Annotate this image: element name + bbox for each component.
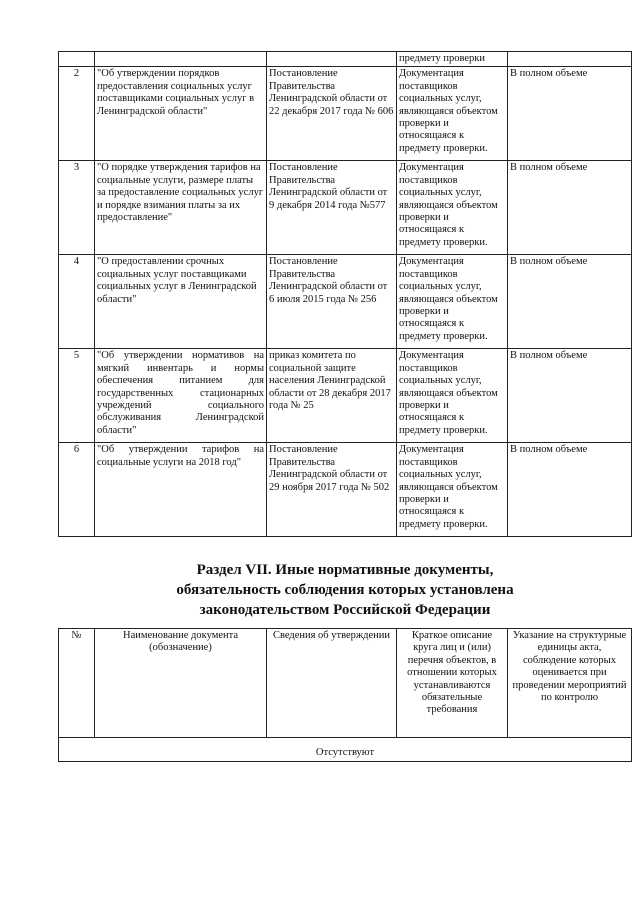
cell-num: 6 (59, 443, 95, 537)
empty-placeholder: Отсутствуют (59, 738, 632, 762)
table-row (59, 67, 632, 161)
cell-description: Документация поставщиков социальных услуг, являющаяся объектом проверки и относящаяся к предмету проверки. (397, 67, 508, 161)
table-row (59, 52, 632, 67)
cell-num: 3 (59, 161, 95, 255)
table-row (59, 255, 632, 349)
cell-name: "Об утверждении тарифов на социальные услуги на 2018 год" (95, 443, 267, 537)
cell-description: Документация поставщиков социальных услуг, являющаяся объектом проверки и относящаяся к предмету проверки. (397, 349, 508, 443)
cell-num: 5 (59, 349, 95, 443)
cell-scope: В полном объеме (508, 443, 632, 537)
cell-approval: Постановление Правительства Ленинградской области от 29 ноября 2017 года № 502 (267, 443, 397, 537)
header-num: № (59, 629, 95, 738)
cell-name: "О предоставлении срочных социальных услуг поставщиками социальных услуг в Ленинградской области" (95, 255, 267, 349)
table-row (59, 161, 632, 255)
cell-scope: В полном объеме (508, 161, 632, 255)
header-approval: Сведения об утверждении (267, 629, 397, 738)
table-row (59, 738, 632, 762)
cell-description: Документация поставщиков социальных услуг, являющаяся объектом проверки и относящаяся к предмету проверки. (397, 255, 508, 349)
header-document-name: Наименование документа (обозначение) (95, 629, 267, 738)
cell-num: 2 (59, 67, 95, 161)
cell-name: "Об утверждении порядков предоставления социальных услуг поставщиками социальных услуг в Ленинградской области" (95, 67, 267, 161)
cell-name: "О порядке утверждения тарифов на социальные услуги, размере платы за предоставление социальных услуг и порядке взимания платы за их предоставление" (95, 161, 267, 255)
table-row (59, 349, 632, 443)
table-row (59, 443, 632, 537)
cell-approval (267, 52, 397, 67)
cell-num: 4 (59, 255, 95, 349)
section-heading-line-2: обязательность соблюдения которых установлена (176, 582, 514, 598)
section-heading-line-1: Раздел VII. Иные нормативные документы, (196, 562, 494, 578)
cell-num (59, 52, 95, 67)
cell-approval: Постановление Правительства Ленинградской области от 22 декабря 2017 года № 606 (267, 67, 397, 161)
requirements-table (58, 51, 632, 537)
cell-scope: В полном объеме (508, 255, 632, 349)
cell-description: Документация поставщиков социальных услуг, являющаяся объектом проверки и относящаяся к предмету проверки. (397, 161, 508, 255)
cell-description: Документация поставщиков социальных услуг, являющаяся объектом проверки и относящаяся к предмету проверки. (397, 443, 508, 537)
cell-scope: В полном объеме (508, 67, 632, 161)
section-heading-line-3: законодательством Российской Федерации (199, 602, 491, 618)
cell-description: предмету проверки (397, 52, 508, 67)
cell-scope: В полном объеме (508, 349, 632, 443)
header-structural-units: Указание на структурные единицы акта, соблюдение которых оценивается при проведении мероприятий по контролю (508, 629, 632, 738)
cell-approval: Постановление Правительства Ленинградской области от 6 июля 2015 года № 256 (267, 255, 397, 349)
other-documents-table (58, 628, 632, 762)
cell-approval: приказ комитета по социальной защите населения Ленинградской области от 28 декабря 2017 года № 25 (267, 349, 397, 443)
cell-name: "Об утверждении нормативов на мягкий инвентарь и нормы обеспечения питанием для государственных стационарных учреждений социального обслуживания Ленинградской области" (95, 349, 267, 443)
header-description: Краткое описание круга лиц и (или) перечня объектов, в отношении которых устанавливаются обязательные требования (397, 629, 508, 738)
cell-scope (508, 52, 632, 67)
section-heading (100, 560, 590, 620)
cell-approval: Постановление Правительства Ленинградской области от 9 декабря 2014 года №577 (267, 161, 397, 255)
cell-name (95, 52, 267, 67)
table-header-row (59, 629, 632, 738)
